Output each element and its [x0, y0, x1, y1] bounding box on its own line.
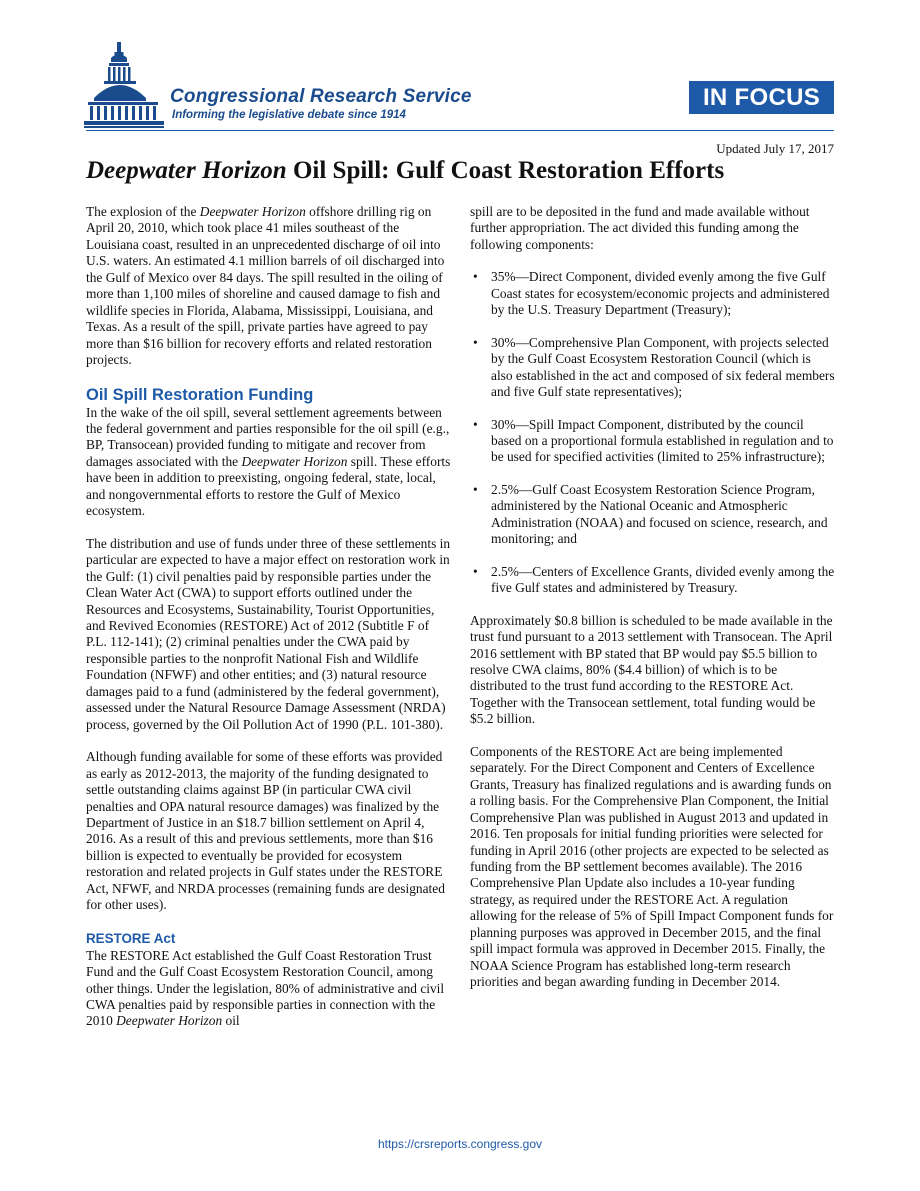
heading-restore: RESTORE Act [86, 930, 176, 946]
text-run: The RESTORE Act established the Gulf Coast Restoration Trust Fund and the Gulf Coast Ecosystem Restoration Council, among other things. Under the legislation, 80% of administrative and civil CWA penalties paid by responsible parties in connection with the 2010 [86, 947, 445, 1029]
title-italic: Deepwater Horizon [86, 157, 287, 184]
text-run: The explosion of the [86, 204, 200, 219]
components-paragraph: Components of the RESTORE Act are being implemented separately. For the Direct Component and Centers of Excellence Grants, Treasury has finalized regulations and is awarding funds on a rolling basis. For the Comprehensive Plan Component, the Initial Comprehensive Plan was published in August 2013 and updated in 2016. Ten proposals for initial funding priorities were selected for funding in April 2016 (other projects are expected to be selected as funding from the BP settlement becomes available). The 2016 Comprehensive Plan Update also includes a 10-year funding strategy, as required under the RESTORE Act. A regulation allowing for the release of 5% of Spill Impact Component funds for planning purposes was approved in December 2015, and the final spill impact formula was approved in December 2015. Finally, the NOAA Science Program has established long-term research priorities and began awarding funding in December 2014. [470, 743, 834, 990]
header-rule [86, 130, 834, 131]
distribution-paragraph: The distribution and use of funds under three of these settlements in particular are expected to have a major effect on restoration work in the Gulf: (1) civil penalties paid by responsible parties under the Clean Water Act (CWA) to support efforts outlined under the Resources and Ecosystems, Sustainability, Tourist Opportunities, and Revived Economies (RESTORE) Act of 2012 (Subtitle F of P.L. 112-141); (2) criminal penalties under the CWA paid by responsible parties to the nonprofit National Fish and Wildlife Foundation (NFWF) and other entities; and (3) natural resource damages paid to a fund (administered by the federal government), assessed under the Natural Resource Damage Assessment (NRDA) process, governed by the Oil Pollution Act of 1990 (P.L. 101-380). [86, 535, 451, 732]
page-title [86, 157, 846, 185]
wake-paragraph [86, 405, 451, 520]
left-column [86, 204, 451, 1046]
list-item: • 30%—Spill Impact Component, distributed by the council based on a proportional formula established in regulation and to be used for specified activities (limited to 25% infrastructure); [470, 417, 835, 466]
in-focus-badge: IN FOCUS [689, 81, 834, 114]
text-run-italic: Deepwater Horizon [241, 453, 348, 469]
components-list [470, 269, 835, 596]
list-item: • 35%—Direct Component, divided evenly among the five Gulf Coast states for ecosystem/economic projects and administered by the U.S. Treasury Department (Treasury); [470, 269, 835, 318]
text-run: spill. These efforts have been in addition to preexisting, ongoing federal, state, local, and nongovernmental efforts to restore the Gulf of Mexico ecosystem. [86, 453, 451, 519]
org-tagline: Informing the legislative debate since 1914 [172, 109, 406, 121]
although-paragraph: Although funding available for some of these efforts was provided as early as 2012-2013, the majority of the funding designated to settle outstanding claims against BP (in particular CWA civil penalties and OPA natural resource damages) was finalized by the Department of Justice in an $18.7 billion settlement on April 4, 2016. As a result of this and previous settlements, more than $16 billion is expected to eventually be provided for ecosystem restoration and related projects in Gulf states under the RESTORE Act, NFWF, and NRDA processes (remaining funds are designated for other uses). [86, 749, 445, 913]
text-run: offshore drilling rig on April 20, 2010, which took place 41 miles southeast of the Louisiana coast, resulted in an unprecedented discharge of oil into U.S. waters. An estimated 4.1 million barrels of oil discharged into the Gulf of Mexico over 84 days. The spill resulted in the oiling of more than 1,100 miles of shoreline and caused damage to fish and wildlife species in Florida, Alabama, Mississippi, Louisiana, and Texas. As a result of the spill, private parties have agreed to pay more than $16 billion for recovery efforts and related restoration projects. [86, 204, 445, 368]
text-run-italic: Deepwater Horizon [116, 1013, 223, 1029]
title-rest: Oil Spill: Gulf Coast Restoration Efforts [286, 157, 725, 184]
heading-funding: Oil Spill Restoration Funding [86, 385, 314, 404]
updated-date: Updated July 17, 2017 [716, 141, 834, 156]
list-item: • 30%—Comprehensive Plan Component, with projects selected by the Gulf Coast Ecosystem Restoration Council (which is also established in the act and composed of six federal members and five Gulf state representatives); [470, 335, 835, 401]
list-item: • 2.5%—Gulf Coast Ecosystem Restoration Science Program, administered by the National Oceanic and Atmospheric Administration (NOAA) and focused on science, research, and monitoring; and [470, 482, 835, 548]
list-item: • 2.5%—Centers of Excellence Grants, divided evenly among the five Gulf states and administered by Treasury. [470, 564, 835, 597]
right-column [470, 204, 835, 1007]
text-run-italic: Deepwater Horizon [199, 204, 306, 219]
org-name: Congressional Research Service [170, 86, 472, 107]
footer-url[interactable]: https://crsreports.congress.gov [377, 1137, 543, 1151]
text-run: oil [222, 1013, 240, 1029]
text-run: In the wake of the oil spill, several settlement agreements between the federal government and parties responsible for the oil spill (e.g., BP, Transocean) provided funding to mitigate and recover from damages associated with the [86, 404, 450, 469]
approx-paragraph: Approximately $0.8 billion is scheduled to be made available in the trust fund pursuant to a 2013 settlement with Transocean. The April 2016 settlement with BP stated that BP would pay $5.5 billion to resolve CWA claims, 80% ($4.4 billion) of which is to be distributed to the trust fund according to the RESTORE Act. Together with the Transocean settlement, total funding would be $5.2 billion. [470, 612, 833, 727]
capitol-dome-icon [84, 38, 166, 130]
intro-paragraph [86, 204, 451, 369]
continuation-paragraph: spill are to be deposited in the fund and made available without further appropriation. The act divided this funding among the following components: [470, 204, 810, 252]
restore-paragraph [86, 948, 451, 1030]
page-header [0, 0, 920, 140]
